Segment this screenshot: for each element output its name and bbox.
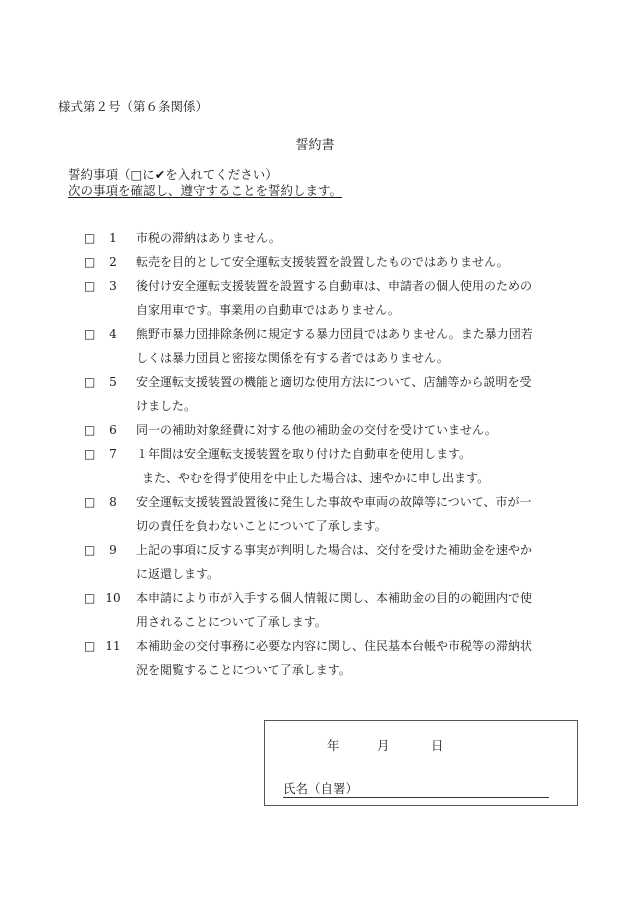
item-text (136, 490, 582, 538)
date-year-label: 年 (327, 738, 340, 753)
checkbox[interactable]: □ (84, 423, 96, 437)
checkbox[interactable]: □ (84, 375, 96, 389)
item-number: 8 (109, 495, 117, 509)
checkbox[interactable]: □ (84, 327, 96, 341)
checkbox[interactable]: □ (84, 591, 96, 605)
item-text (136, 274, 582, 322)
checkbox[interactable]: □ (84, 447, 96, 461)
checkbox[interactable]: □ (84, 231, 96, 245)
item-text-line: しくは暴力団員と密接な関係を有する者ではありません。 (136, 351, 449, 365)
item-number: 3 (109, 279, 117, 293)
form-number: 様式第２号（第６条関係） (58, 99, 209, 114)
item-number: 1 (109, 231, 117, 245)
item-text-line: また、やむを得ず使用を中止した場合は、速やかに申し出ます。 (142, 471, 490, 485)
pledge-intro: 次の事項を確認し、遵守することを誓約します。 (68, 183, 343, 198)
item-number: 4 (109, 327, 117, 341)
document-title: 誓約書 (295, 138, 335, 153)
checkbox[interactable]: □ (84, 279, 96, 293)
item-text-line: 本申請により市が入手する個人情報に関し、本補助金の目的の範囲内で使 (136, 591, 533, 605)
item-text (136, 418, 582, 442)
item-number: 6 (109, 423, 117, 437)
item-text (136, 634, 582, 682)
item-number: 11 (105, 639, 121, 653)
item-text (136, 370, 582, 418)
item-text-line: 用されることについて了承します。 (136, 615, 327, 629)
item-text-line: 上記の事項に反する事実が判明した場合は、交付を受けた補助金を速やか (136, 543, 533, 557)
item-text (136, 250, 582, 274)
signature-box (264, 720, 578, 806)
item-text-line: 転売を目的として安全運転支援装置を設置したものではありません。 (136, 255, 509, 269)
signature-name-label: 氏名（自署） (283, 781, 359, 796)
item-text (136, 226, 582, 250)
item-number: 5 (109, 375, 117, 389)
item-text-line: 後付け安全運転支援装置を設置する自動車は、申請者の個人使用のための (136, 279, 533, 293)
item-text-line: 切の責任を負わないことについて了承します。 (136, 519, 387, 533)
item-text-line: 自家用車です。事業用の自動車ではありません。 (136, 303, 400, 317)
item-text-line: けました。 (136, 399, 197, 413)
item-text-line: 同一の補助対象経費に対する他の補助金の交付を受けていません。 (136, 423, 497, 437)
item-number: 10 (105, 591, 121, 605)
item-text-line: 況を閲覧することについて了承します。 (136, 663, 351, 677)
item-number: 2 (109, 255, 117, 269)
item-number: 9 (109, 543, 117, 557)
item-text-line: １年間は安全運転支援装置を取り付けた自動車を使用します。 (136, 447, 472, 461)
item-text-line: 熊野市暴力団排除条例に規定する暴力団員ではありません。また暴力団若 (136, 327, 533, 341)
checkbox[interactable]: □ (84, 255, 96, 269)
item-text-line: 安全運転支援装置の機能と適切な使用方法について、店舗等から説明を受 (136, 375, 532, 389)
checkbox[interactable]: □ (84, 495, 96, 509)
checkbox[interactable]: □ (84, 543, 96, 557)
item-text-line: に返還します。 (136, 567, 220, 581)
item-text (136, 586, 582, 634)
item-text-line: 本補助金の交付事務に必要な内容に関し、住民基本台帳や市税等の滞納状 (136, 639, 533, 653)
item-text (136, 538, 582, 586)
item-text (136, 442, 582, 490)
item-text-line: 安全運転支援装置設置後に発生した事故や車両の故障等について、市が一 (136, 495, 532, 509)
item-text-line: 市税の滞納はありません。 (136, 231, 281, 245)
pledge-heading: 誓約事項（□に✔を入れてください） (68, 167, 278, 182)
checkbox[interactable]: □ (84, 639, 96, 653)
signature-line[interactable] (283, 797, 549, 798)
date-day-label: 日 (431, 738, 444, 753)
item-text (136, 322, 582, 370)
date-month-label: 月 (377, 738, 390, 753)
item-number: 7 (109, 447, 117, 461)
